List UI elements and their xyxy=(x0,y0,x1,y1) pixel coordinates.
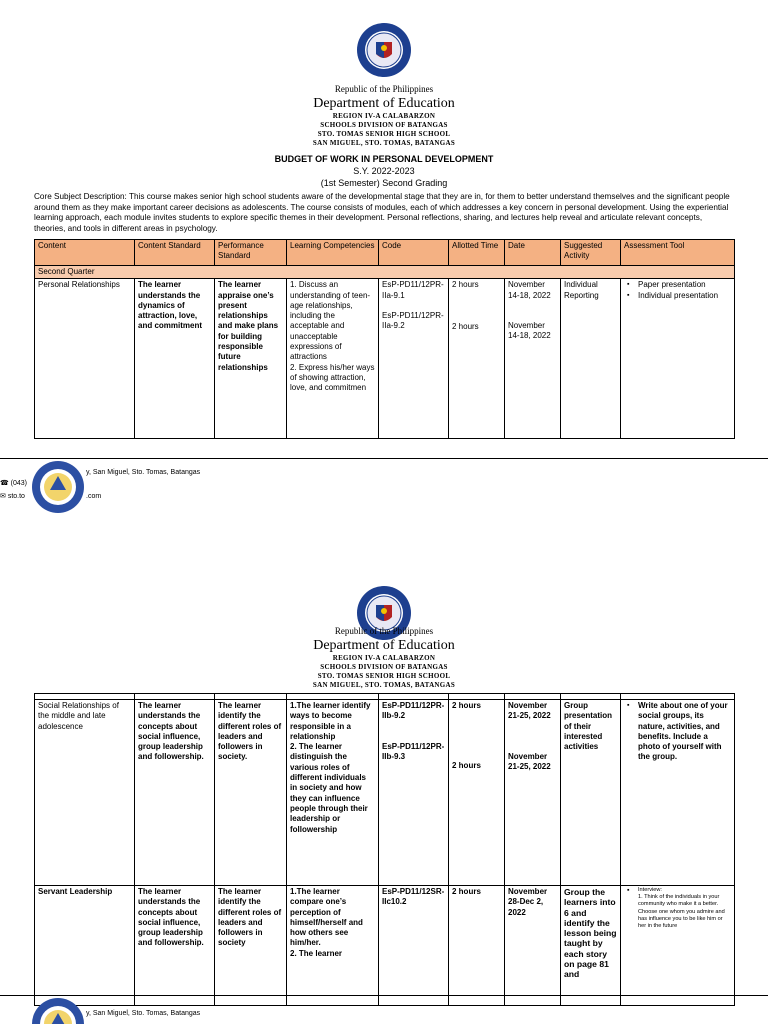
content-cell: Personal Relationships xyxy=(35,279,135,439)
date-item: November 21-25, 2022 xyxy=(508,751,551,771)
deped-seal-icon xyxy=(356,22,412,78)
quarter-label: Second Quarter xyxy=(35,266,735,279)
footer-address: y, San Miguel, Sto. Tomas, Batangas xyxy=(86,469,201,476)
republic-text: Republic of the Philippines xyxy=(334,626,434,636)
school-address: SAN MIGUEL, STO. TOMAS, BATANGAS xyxy=(312,681,456,689)
activity-cell: Group the learners into 6 and identify the lesson being taught by each story on page 81 and xyxy=(561,886,621,1006)
republic-text: Republic of the Philippines xyxy=(334,84,434,94)
header-cell: Content Standard xyxy=(135,240,215,266)
date-item: November 14-18, 2022 xyxy=(508,280,551,300)
code-item: EsP-PD11/12PR-IIa-9.2 xyxy=(382,310,444,331)
date-item: November 14-18, 2022 xyxy=(508,320,551,341)
header-cell: Learning Competencies xyxy=(287,240,379,266)
competency-item: 1.The learner compare one’s perception of himself/herself and how others see him/her. xyxy=(290,887,363,948)
competency-item: 2. The learner xyxy=(290,948,343,958)
region-text: REGION IV-A CALABARZON xyxy=(332,112,436,120)
time-cell xyxy=(449,700,505,886)
header-cell: Performance Standard xyxy=(215,240,287,266)
competency-item: 2. Express his/her ways of showing attraction, love, and commitmen xyxy=(290,362,375,393)
time-item: 2 hours xyxy=(452,321,479,331)
code-cell xyxy=(379,279,449,439)
footer-email-left: ✉ sto.to xyxy=(0,493,25,500)
header-cell: Allotted Time xyxy=(449,240,505,266)
assessment-item: ▪ Write about one of your social groups, its nature, activities, and benefits. Include a photo of yourself with the group. xyxy=(638,701,731,763)
assessment-item: ▪ Individual presentation xyxy=(638,291,731,301)
footer-email-right: .com xyxy=(86,493,102,500)
assessment-cell xyxy=(621,700,735,886)
header-cell: Date xyxy=(505,240,561,266)
header-cell: Assessment Tool xyxy=(621,240,735,266)
competencies-cell xyxy=(287,886,379,1006)
competencies-cell xyxy=(287,279,379,439)
assessment-title: ▪ Interview: xyxy=(638,887,731,894)
assessment-cell xyxy=(621,279,735,439)
assessment-item: ▪ Paper presentation xyxy=(638,280,731,290)
term-label: (1st Semester) Second Grading xyxy=(320,178,448,188)
footer-phone: ☎ (043) xyxy=(0,480,28,487)
content-cell: Social Relationships of the middle and late adolescence xyxy=(35,700,135,886)
content-standard-cell: The learner understands the dynamics of attraction, love, and commitment xyxy=(135,279,215,439)
school-logo-icon xyxy=(31,997,85,1024)
header-cell: Suggested Activity xyxy=(561,240,621,266)
competency-item: 2. The learner distinguish the various roles of different individuals in society and how they can influence people through their leadership or followership xyxy=(290,742,368,834)
course-description: Core Subject Description: This course makes senior high school students aware of the developmental stage that they are in, for them to better understand themselves and the significant people around them as they make important career decisions as adolescents. The course consists of modules, each of which addresses a key concern in personal development. Using the experiential learning approach, each module invites students to explore specific themes in their development. Personal reflections, sharing, and lectures help reveal and articulate relevant concepts, theories, and tools in different areas in psychology. xyxy=(34,192,730,233)
performance-standard-cell: The learner identify the different roles of leaders and followers in society xyxy=(215,886,287,1006)
header-cell: Content xyxy=(35,240,135,266)
school-year: S.Y. 2022-2023 xyxy=(353,166,415,176)
document-title: BUDGET OF WORK IN PERSONAL DEVELOPMENT xyxy=(274,154,494,164)
letterhead xyxy=(0,84,768,148)
time-item: 2 hours xyxy=(452,701,481,710)
email-icon: ✉ xyxy=(0,493,8,500)
time-cell: 2 hours xyxy=(449,886,505,1006)
content-standard-cell: The learner understands the concepts about social influence, group leadership and followership. xyxy=(135,886,215,1006)
header-cell: Code xyxy=(379,240,449,266)
code-item: EsP-PD11/12PR-IIa-9.1 xyxy=(382,280,444,300)
time-item: 2 hours xyxy=(452,761,481,771)
activity-cell: Individual Reporting xyxy=(561,279,621,439)
phone-icon: ☎ xyxy=(0,480,11,487)
footer-address: y, San Miguel, Sto. Tomas, Batangas xyxy=(86,1010,201,1017)
department-name: Department of Education xyxy=(313,638,455,653)
competency-item: 1. Discuss an understanding of teen-age relationships, including the acceptable and unacceptable expressions of attractions xyxy=(290,280,371,362)
date-item: November 21-25, 2022 xyxy=(508,701,551,721)
code-item: EsP-PD11/12PR-IIb-9.3 xyxy=(382,741,445,761)
date-cell xyxy=(505,279,561,439)
activity-cell: Group presentation of their interested activities xyxy=(561,700,621,886)
document-page-2 xyxy=(0,585,768,1024)
code-item: EsP-PD11/12PR-IIb-9.2 xyxy=(382,701,445,721)
letterhead xyxy=(0,626,768,690)
performance-standard-cell: The learner identify the different roles of leaders and followers in society. xyxy=(215,700,287,886)
time-cell xyxy=(449,279,505,439)
competencies-cell xyxy=(287,700,379,886)
table-header-row xyxy=(35,240,735,266)
school-logo-icon xyxy=(31,460,85,514)
table-row xyxy=(35,886,735,1006)
budget-of-work-table-continued xyxy=(34,693,735,1006)
department-name: Department of Education xyxy=(313,96,455,111)
time-item: 2 hours xyxy=(452,280,479,290)
school-name: STO. TOMAS SENIOR HIGH SCHOOL xyxy=(317,130,451,138)
competency-item: 1.The learner identify ways to become responsible in a relationship xyxy=(290,701,371,741)
school-address: SAN MIGUEL, STO. TOMAS, BATANGAS xyxy=(312,139,456,147)
assessment-item: 1. Think of the individuals in your community who make it a better. Choose one whom you admire and has influence you to be like him or her in the future xyxy=(638,894,725,930)
table-row xyxy=(35,700,735,886)
division-text: SCHOOLS DIVISION OF BATANGAS xyxy=(320,121,448,129)
performance-standard-cell: The learner appraise one’s present relationships and make plans for building responsible future relationships xyxy=(215,279,287,439)
footer-divider xyxy=(0,458,768,459)
code-cell: EsP-PD11/12SR-IIc10.2 xyxy=(379,886,449,1006)
content-cell: Servant Leadership xyxy=(35,886,135,1006)
date-cell: November 28-Dec 2, 2022 xyxy=(505,886,561,1006)
assessment-cell xyxy=(621,886,735,1006)
date-cell xyxy=(505,700,561,886)
budget-of-work-table xyxy=(34,239,735,439)
table-row xyxy=(35,279,735,439)
region-text: REGION IV-A CALABARZON xyxy=(332,654,436,662)
quarter-row xyxy=(35,266,735,279)
code-cell xyxy=(379,700,449,886)
document-heading xyxy=(0,153,768,189)
content-standard-cell: The learner understands the concepts about social influence, group leadership and followership. xyxy=(135,700,215,886)
division-text: SCHOOLS DIVISION OF BATANGAS xyxy=(320,663,448,671)
school-name: STO. TOMAS SENIOR HIGH SCHOOL xyxy=(317,672,451,680)
footer-divider xyxy=(0,995,768,996)
